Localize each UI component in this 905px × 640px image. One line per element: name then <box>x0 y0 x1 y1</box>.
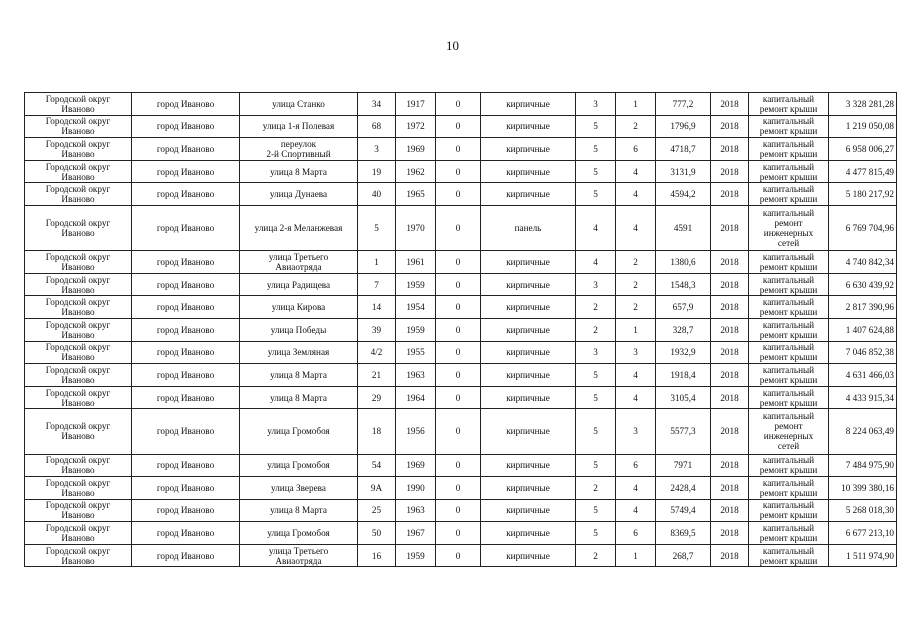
area-cell: 328,7 <box>656 318 711 341</box>
year-built-cell: 1969 <box>396 454 436 477</box>
table-body <box>25 93 897 567</box>
table-row <box>25 386 897 409</box>
municipality-cell: Городской округ Иваново <box>25 499 132 522</box>
floors-cell: 3 <box>576 341 616 364</box>
area-cell: 5749,4 <box>656 499 711 522</box>
entrances-cell: 1 <box>616 93 656 116</box>
work-type-cell: капитальный ремонт крыши <box>749 386 829 409</box>
area-cell: 5577,3 <box>656 409 711 454</box>
entrances-cell: 4 <box>616 364 656 387</box>
table-row <box>25 318 897 341</box>
settlement-cell: город Иваново <box>132 205 240 250</box>
settlement-cell: город Иваново <box>132 544 240 567</box>
cost-cell: 6 958 006,27 <box>829 138 897 161</box>
municipality-cell: Городской округ Иваново <box>25 93 132 116</box>
work-type-cell: капитальный ремонт крыши <box>749 341 829 364</box>
house-number-cell: 54 <box>358 454 396 477</box>
year-commission-cell: 0 <box>436 115 481 138</box>
cost-cell: 6 769 704,96 <box>829 205 897 250</box>
street-cell: улица 8 Марта <box>240 386 358 409</box>
street-cell: улица 8 Марта <box>240 364 358 387</box>
area-cell: 3105,4 <box>656 386 711 409</box>
repair-year-cell: 2018 <box>711 318 749 341</box>
work-type-cell: капитальный ремонт крыши <box>749 138 829 161</box>
year-commission-cell: 0 <box>436 251 481 274</box>
work-type-cell: капитальный ремонт крыши <box>749 251 829 274</box>
floors-cell: 5 <box>576 522 616 545</box>
table-row <box>25 454 897 477</box>
settlement-cell: город Иваново <box>132 454 240 477</box>
entrances-cell: 2 <box>616 273 656 296</box>
street-cell: улица Громобоя <box>240 454 358 477</box>
work-type-cell: капитальный ремонт крыши <box>749 477 829 500</box>
year-built-cell: 1972 <box>396 115 436 138</box>
repair-year-cell: 2018 <box>711 138 749 161</box>
cost-cell: 5 180 217,92 <box>829 183 897 206</box>
entrances-cell: 3 <box>616 409 656 454</box>
settlement-cell: город Иваново <box>132 318 240 341</box>
entrances-cell: 2 <box>616 251 656 274</box>
year-commission-cell: 0 <box>436 477 481 500</box>
area-cell: 4594,2 <box>656 183 711 206</box>
wall-material-cell: кирпичные <box>481 138 576 161</box>
table-row <box>25 544 897 567</box>
year-built-cell: 1956 <box>396 409 436 454</box>
year-commission-cell: 0 <box>436 318 481 341</box>
municipality-cell: Городской округ Иваново <box>25 273 132 296</box>
table-row <box>25 364 897 387</box>
wall-material-cell: кирпичные <box>481 386 576 409</box>
street-cell: улица Победы <box>240 318 358 341</box>
settlement-cell: город Иваново <box>132 296 240 319</box>
house-number-cell: 7 <box>358 273 396 296</box>
settlement-cell: город Иваново <box>132 251 240 274</box>
entrances-cell: 1 <box>616 318 656 341</box>
settlement-cell: город Иваново <box>132 93 240 116</box>
house-number-cell: 29 <box>358 386 396 409</box>
cost-cell: 8 224 063,49 <box>829 409 897 454</box>
year-built-cell: 1959 <box>396 273 436 296</box>
house-number-cell: 5 <box>358 205 396 250</box>
entrances-cell: 1 <box>616 544 656 567</box>
settlement-cell: город Иваново <box>132 273 240 296</box>
settlement-cell: город Иваново <box>132 499 240 522</box>
entrances-cell: 6 <box>616 454 656 477</box>
entrances-cell: 6 <box>616 522 656 545</box>
wall-material-cell: кирпичные <box>481 160 576 183</box>
table-row <box>25 522 897 545</box>
municipality-cell: Городской округ Иваново <box>25 205 132 250</box>
street-cell: улица Третьего Авиаотряда <box>240 251 358 274</box>
municipality-cell: Городской округ Иваново <box>25 341 132 364</box>
repair-year-cell: 2018 <box>711 409 749 454</box>
repair-year-cell: 2018 <box>711 386 749 409</box>
year-commission-cell: 0 <box>436 205 481 250</box>
municipality-cell: Городской округ Иваново <box>25 386 132 409</box>
entrances-cell: 4 <box>616 160 656 183</box>
cost-cell: 10 399 380,16 <box>829 477 897 500</box>
street-cell: переулок 2-й Спортивный <box>240 138 358 161</box>
wall-material-cell: кирпичные <box>481 454 576 477</box>
year-commission-cell: 0 <box>436 296 481 319</box>
cost-cell: 7 484 975,90 <box>829 454 897 477</box>
cost-cell: 1 219 050,08 <box>829 115 897 138</box>
wall-material-cell: кирпичные <box>481 251 576 274</box>
street-cell: улица Третьего Авиаотряда <box>240 544 358 567</box>
entrances-cell: 2 <box>616 115 656 138</box>
house-number-cell: 19 <box>358 160 396 183</box>
year-built-cell: 1963 <box>396 364 436 387</box>
area-cell: 1796,9 <box>656 115 711 138</box>
cost-cell: 6 677 213,10 <box>829 522 897 545</box>
table-row <box>25 183 897 206</box>
house-number-cell: 14 <box>358 296 396 319</box>
house-number-cell: 34 <box>358 93 396 116</box>
street-cell: улица Громобоя <box>240 409 358 454</box>
repair-year-cell: 2018 <box>711 93 749 116</box>
table-row <box>25 499 897 522</box>
floors-cell: 4 <box>576 205 616 250</box>
wall-material-cell: кирпичные <box>481 93 576 116</box>
cost-cell: 6 630 439,92 <box>829 273 897 296</box>
entrances-cell: 4 <box>616 205 656 250</box>
floors-cell: 5 <box>576 499 616 522</box>
floors-cell: 2 <box>576 544 616 567</box>
municipality-cell: Городской округ Иваново <box>25 138 132 161</box>
cost-cell: 4 433 915,34 <box>829 386 897 409</box>
wall-material-cell: кирпичные <box>481 183 576 206</box>
house-number-cell: 68 <box>358 115 396 138</box>
street-cell: улица Дунаева <box>240 183 358 206</box>
house-number-cell: 3 <box>358 138 396 161</box>
wall-material-cell: кирпичные <box>481 544 576 567</box>
area-cell: 1548,3 <box>656 273 711 296</box>
work-type-cell: капитальный ремонт крыши <box>749 296 829 319</box>
year-built-cell: 1917 <box>396 93 436 116</box>
work-type-cell: капитальный ремонт крыши <box>749 273 829 296</box>
year-commission-cell: 0 <box>436 138 481 161</box>
cost-cell: 3 328 281,28 <box>829 93 897 116</box>
area-cell: 7971 <box>656 454 711 477</box>
street-cell: улица 2-я Меланжевая <box>240 205 358 250</box>
house-number-cell: 39 <box>358 318 396 341</box>
work-type-cell: капитальный ремонт крыши <box>749 160 829 183</box>
cost-cell: 7 046 852,38 <box>829 341 897 364</box>
year-commission-cell: 0 <box>436 499 481 522</box>
wall-material-cell: кирпичные <box>481 364 576 387</box>
year-commission-cell: 0 <box>436 160 481 183</box>
repair-year-cell: 2018 <box>711 160 749 183</box>
area-cell: 3131,9 <box>656 160 711 183</box>
year-built-cell: 1959 <box>396 318 436 341</box>
municipality-cell: Городской округ Иваново <box>25 115 132 138</box>
municipality-cell: Городской округ Иваново <box>25 160 132 183</box>
street-cell: улица 8 Марта <box>240 160 358 183</box>
municipality-cell: Городской округ Иваново <box>25 477 132 500</box>
settlement-cell: город Иваново <box>132 160 240 183</box>
floors-cell: 4 <box>576 251 616 274</box>
floors-cell: 5 <box>576 409 616 454</box>
work-type-cell: капитальный ремонт крыши <box>749 454 829 477</box>
floors-cell: 2 <box>576 296 616 319</box>
street-cell: улица Громобоя <box>240 522 358 545</box>
settlement-cell: город Иваново <box>132 341 240 364</box>
municipality-cell: Городской округ Иваново <box>25 454 132 477</box>
area-cell: 657,9 <box>656 296 711 319</box>
repair-year-cell: 2018 <box>711 522 749 545</box>
table-row <box>25 138 897 161</box>
cost-cell: 5 268 018,30 <box>829 499 897 522</box>
street-cell: улица Радищева <box>240 273 358 296</box>
cost-cell: 4 477 815,49 <box>829 160 897 183</box>
wall-material-cell: кирпичные <box>481 409 576 454</box>
year-built-cell: 1964 <box>396 386 436 409</box>
floors-cell: 2 <box>576 477 616 500</box>
work-type-cell: капитальный ремонт крыши <box>749 183 829 206</box>
settlement-cell: город Иваново <box>132 183 240 206</box>
year-commission-cell: 0 <box>436 341 481 364</box>
floors-cell: 5 <box>576 386 616 409</box>
repair-year-cell: 2018 <box>711 183 749 206</box>
year-built-cell: 1970 <box>396 205 436 250</box>
entrances-cell: 3 <box>616 341 656 364</box>
area-cell: 2428,4 <box>656 477 711 500</box>
house-number-cell: 40 <box>358 183 396 206</box>
table-row <box>25 341 897 364</box>
entrances-cell: 4 <box>616 499 656 522</box>
table-row <box>25 205 897 250</box>
floors-cell: 2 <box>576 318 616 341</box>
wall-material-cell: кирпичные <box>481 273 576 296</box>
house-number-cell: 25 <box>358 499 396 522</box>
area-cell: 777,2 <box>656 93 711 116</box>
municipality-cell: Городской округ Иваново <box>25 251 132 274</box>
floors-cell: 3 <box>576 93 616 116</box>
table-row <box>25 296 897 319</box>
street-cell: улица 1-я Полевая <box>240 115 358 138</box>
year-built-cell: 1962 <box>396 160 436 183</box>
house-number-cell: 18 <box>358 409 396 454</box>
year-commission-cell: 0 <box>436 183 481 206</box>
area-cell: 4591 <box>656 205 711 250</box>
wall-material-cell: кирпичные <box>481 341 576 364</box>
entrances-cell: 6 <box>616 138 656 161</box>
table-row <box>25 160 897 183</box>
cost-cell: 4 631 466,03 <box>829 364 897 387</box>
area-cell: 268,7 <box>656 544 711 567</box>
year-commission-cell: 0 <box>436 409 481 454</box>
floors-cell: 5 <box>576 160 616 183</box>
year-built-cell: 1955 <box>396 341 436 364</box>
year-commission-cell: 0 <box>436 364 481 387</box>
year-commission-cell: 0 <box>436 544 481 567</box>
repair-year-cell: 2018 <box>711 205 749 250</box>
floors-cell: 5 <box>576 454 616 477</box>
table-row <box>25 477 897 500</box>
area-cell: 1918,4 <box>656 364 711 387</box>
repair-year-cell: 2018 <box>711 477 749 500</box>
year-built-cell: 1961 <box>396 251 436 274</box>
municipality-cell: Городской округ Иваново <box>25 364 132 387</box>
wall-material-cell: кирпичные <box>481 296 576 319</box>
floors-cell: 5 <box>576 115 616 138</box>
settlement-cell: город Иваново <box>132 138 240 161</box>
cost-cell: 2 817 390,96 <box>829 296 897 319</box>
repair-year-cell: 2018 <box>711 499 749 522</box>
street-cell: улица Зверева <box>240 477 358 500</box>
entrances-cell: 4 <box>616 386 656 409</box>
settlement-cell: город Иваново <box>132 522 240 545</box>
settlement-cell: город Иваново <box>132 364 240 387</box>
year-commission-cell: 0 <box>436 273 481 296</box>
floors-cell: 3 <box>576 273 616 296</box>
house-number-cell: 50 <box>358 522 396 545</box>
area-cell: 8369,5 <box>656 522 711 545</box>
repair-year-cell: 2018 <box>711 296 749 319</box>
municipality-cell: Городской округ Иваново <box>25 183 132 206</box>
cost-cell: 1 407 624,88 <box>829 318 897 341</box>
area-cell: 1380,6 <box>656 251 711 274</box>
cost-cell: 1 511 974,90 <box>829 544 897 567</box>
municipality-cell: Городской округ Иваново <box>25 409 132 454</box>
house-number-cell: 4/2 <box>358 341 396 364</box>
municipality-cell: Городской округ Иваново <box>25 544 132 567</box>
year-built-cell: 1963 <box>396 499 436 522</box>
street-cell: улица 8 Марта <box>240 499 358 522</box>
area-cell: 1932,9 <box>656 341 711 364</box>
municipality-cell: Городской округ Иваново <box>25 522 132 545</box>
wall-material-cell: панель <box>481 205 576 250</box>
year-built-cell: 1969 <box>396 138 436 161</box>
year-built-cell: 1965 <box>396 183 436 206</box>
year-commission-cell: 0 <box>436 386 481 409</box>
work-type-cell: капитальный ремонт крыши <box>749 522 829 545</box>
house-number-cell: 21 <box>358 364 396 387</box>
street-cell: улица Станко <box>240 93 358 116</box>
work-type-cell: капитальный ремонт крыши <box>749 499 829 522</box>
year-built-cell: 1959 <box>396 544 436 567</box>
table-row <box>25 115 897 138</box>
municipality-cell: Городской округ Иваново <box>25 318 132 341</box>
wall-material-cell: кирпичные <box>481 522 576 545</box>
house-number-cell: 16 <box>358 544 396 567</box>
settlement-cell: город Иваново <box>132 115 240 138</box>
wall-material-cell: кирпичные <box>481 115 576 138</box>
settlement-cell: город Иваново <box>132 409 240 454</box>
page-number: 10 <box>446 38 459 53</box>
repair-year-cell: 2018 <box>711 115 749 138</box>
settlement-cell: город Иваново <box>132 477 240 500</box>
area-cell: 4718,7 <box>656 138 711 161</box>
year-commission-cell: 0 <box>436 454 481 477</box>
repair-year-cell: 2018 <box>711 544 749 567</box>
floors-cell: 5 <box>576 364 616 387</box>
repair-year-cell: 2018 <box>711 251 749 274</box>
entrances-cell: 4 <box>616 183 656 206</box>
wall-material-cell: кирпичные <box>481 477 576 500</box>
floors-cell: 5 <box>576 138 616 161</box>
entrances-cell: 2 <box>616 296 656 319</box>
repair-year-cell: 2018 <box>711 273 749 296</box>
year-built-cell: 1990 <box>396 477 436 500</box>
housing-repair-table <box>24 92 897 567</box>
table-row <box>25 93 897 116</box>
work-type-cell: капитальный ремонт крыши <box>749 115 829 138</box>
repair-year-cell: 2018 <box>711 454 749 477</box>
table-row <box>25 409 897 454</box>
table-row <box>25 251 897 274</box>
cost-cell: 4 740 842,34 <box>829 251 897 274</box>
work-type-cell: капитальный ремонт крыши <box>749 93 829 116</box>
house-number-cell: 9А <box>358 477 396 500</box>
work-type-cell: капитальный ремонт инженерных сетей <box>749 205 829 250</box>
year-built-cell: 1954 <box>396 296 436 319</box>
municipality-cell: Городской округ Иваново <box>25 296 132 319</box>
wall-material-cell: кирпичные <box>481 318 576 341</box>
wall-material-cell: кирпичные <box>481 499 576 522</box>
table-row <box>25 273 897 296</box>
repair-year-cell: 2018 <box>711 341 749 364</box>
year-commission-cell: 0 <box>436 93 481 116</box>
street-cell: улица Кирова <box>240 296 358 319</box>
settlement-cell: город Иваново <box>132 386 240 409</box>
floors-cell: 5 <box>576 183 616 206</box>
street-cell: улица Земляная <box>240 341 358 364</box>
entrances-cell: 4 <box>616 477 656 500</box>
work-type-cell: капитальный ремонт крыши <box>749 318 829 341</box>
work-type-cell: капитальный ремонт инженерных сетей <box>749 409 829 454</box>
work-type-cell: капитальный ремонт крыши <box>749 364 829 387</box>
repair-year-cell: 2018 <box>711 364 749 387</box>
year-built-cell: 1967 <box>396 522 436 545</box>
house-number-cell: 1 <box>358 251 396 274</box>
work-type-cell: капитальный ремонт крыши <box>749 544 829 567</box>
year-commission-cell: 0 <box>436 522 481 545</box>
